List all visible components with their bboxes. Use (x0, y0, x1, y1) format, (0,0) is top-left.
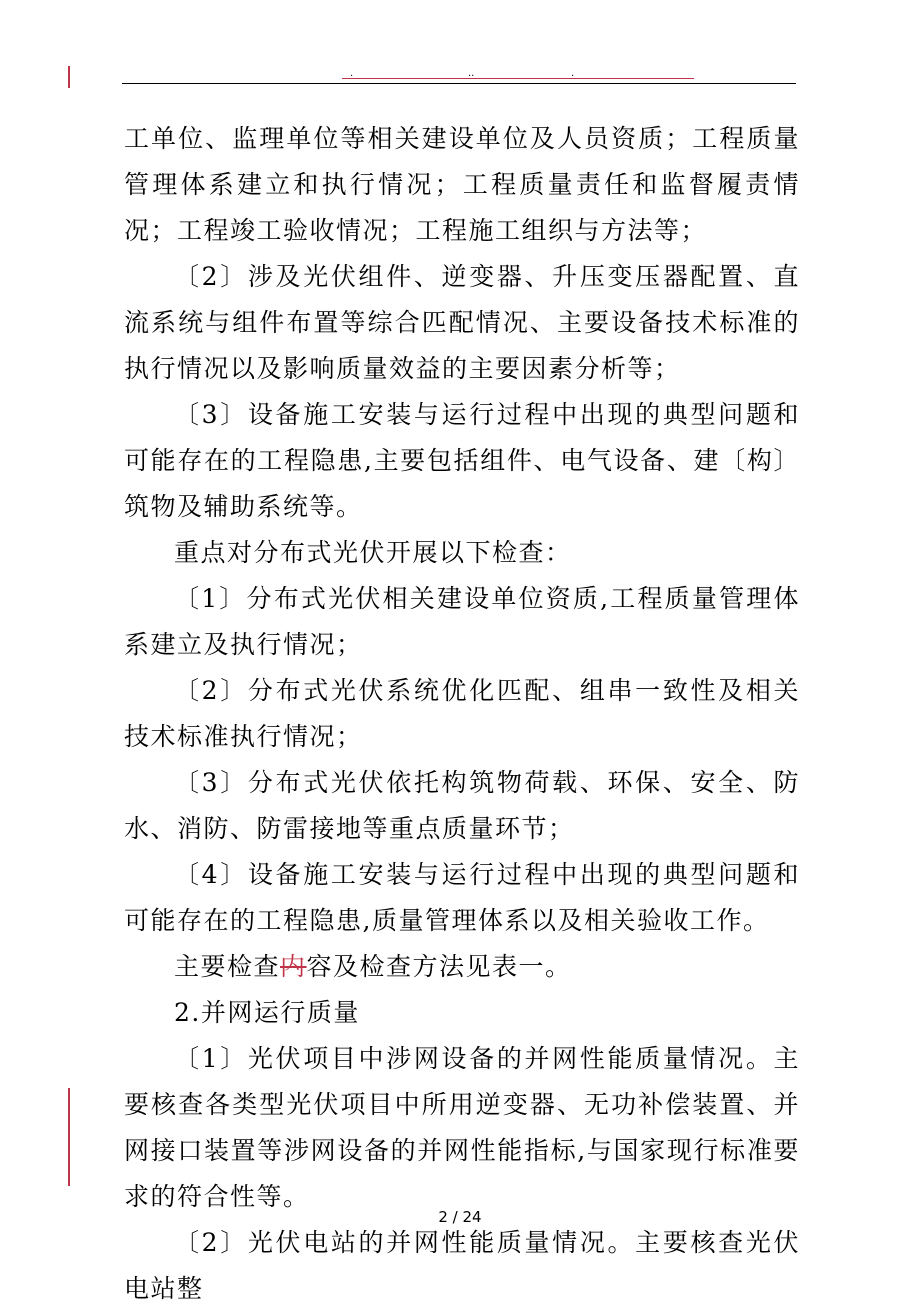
page-number: 2 / 24 (438, 1208, 482, 1226)
paragraph-distributed-item-2: 〔2〕分布式光伏系统优化匹配、组串一致性及相关技术标准执行情况； (124, 676, 800, 751)
paragraph-item-3: 〔3〕设备施工安装与运行过程中出现的典型问题和可能存在的工程隐患,主要包括组件、电气设备、建〔构〕筑物及辅助系统等。 (124, 400, 800, 521)
paragraph-distributed-item-4: 〔4〕设备施工安装与运行过程中出现的典型问题和可能存在的工程隐患,质量管理体系以及相关验收工作。 (124, 860, 800, 935)
header-dot: . (571, 68, 575, 79)
revision-margin-bar-top (68, 66, 70, 88)
paragraph-table-reference (124, 944, 800, 990)
paragraph-distributed-item-3: 〔3〕分布式光伏依托构筑物荷载、环保、安全、防水、消防、防雷接地等重点质量环节； (124, 768, 800, 843)
header-dot: .. (468, 68, 475, 79)
paragraph-distributed-intro: 重点对分布式光伏开展以下检查： (174, 538, 572, 567)
section-heading-grid-quality: 2.并网运行质量 (174, 998, 360, 1027)
header-dot: . (350, 68, 354, 79)
paragraph-grid-item-2: 〔2〕光伏电站的并网性能质量情况。主要核查光伏电站整 (124, 1228, 800, 1303)
header-revision-line (342, 78, 694, 79)
revision-margin-bar-bottom (68, 1088, 70, 1186)
text-before-deletion: 主要检查 (174, 952, 281, 981)
text-after-deletion: 容及检查方法见表一。 (306, 952, 572, 981)
deleted-text: 内 (280, 952, 307, 981)
paragraph-continuation: 工单位、监理单位等相关建设单位及人员资质；工程质量管理体系建立和执行情况；工程质量责任和监督履责情况；工程竣工验收情况；工程施工组织与方法等； (124, 124, 800, 245)
paragraph-distributed-item-1: 〔1〕分布式光伏相关建设单位资质,工程质量管理体系建立及执行情况； (124, 584, 800, 659)
paragraph-item-2: 〔2〕涉及光伏组件、逆变器、升压变压器配置、直流系统与组件布置等综合匹配情况、主要设备技术标准的执行情况以及影响质量效益的主要因素分析等； (124, 262, 800, 383)
header-rule (122, 83, 796, 84)
document-body (124, 116, 800, 1312)
paragraph-grid-item-1: 〔1〕光伏项目中涉网设备的并网性能质量情况。主要核查各类型光伏项目中所用逆变器、无功补偿装置、并网接口装置等涉网设备的并网性能指标,与国家现行标准要求的符合性等。 (124, 1044, 800, 1211)
